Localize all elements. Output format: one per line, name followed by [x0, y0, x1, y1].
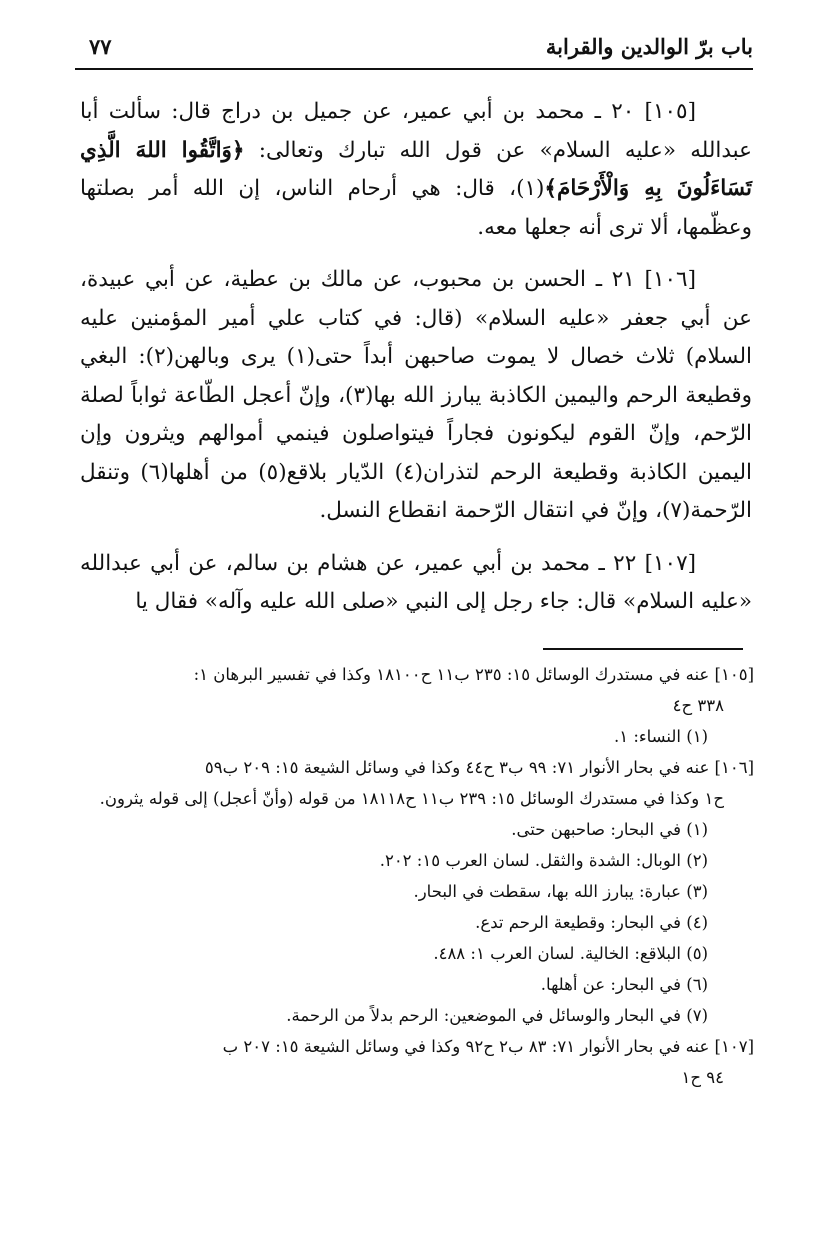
- footnote-block-107: [88, 1031, 754, 1093]
- footnote-note: (١) النساء: ١.: [613, 727, 708, 746]
- header-rule: [75, 68, 753, 70]
- footnote-separator: [543, 648, 743, 650]
- page-number: ٧٧: [89, 34, 112, 59]
- footnote-note: (٧) في البحار والوسائل في الموضعين: الرحم بدلاً من الرحمة.: [286, 1006, 708, 1025]
- hadith-105-text-2: (١)، قال: هي أرحام الناس، إن الله أمر بصلتها وعظّمها، ألا ترى أنه جعلها معه.: [80, 176, 752, 240]
- footnote-note: (٢) الوبال: الشدة والثقل. لسان العرب ١٥: ٢٠٢.: [379, 851, 708, 870]
- footnote-note: (٣) عبارة: يبارز الله بها، سقطت في البحار.: [413, 882, 708, 901]
- footnote-block-106: [88, 752, 754, 1031]
- chapter-title: باب برّ الوالدين والقرابة: [545, 34, 753, 59]
- footnote-note: (٦) في البحار: عن أهلها.: [540, 975, 708, 994]
- footnote-source: [١٠٧] عنه في بحار الأنوار ٧١: ٨٣ ب٢ ح٩٢ وكذا في وسائل الشيعة ١٥: ٢٠٧ ب: [222, 1037, 754, 1056]
- page-header: [75, 30, 753, 70]
- footnote-source: [١٠٦] عنه في بحار الأنوار ٧١: ٩٩ ب٣ ح٤٤ وكذا في وسائل الشيعة ١٥: ٢٠٩ ب٥٩: [204, 758, 754, 777]
- hadith-107: [١٠٧] ٢٢ ـ محمد بن أبي عمير، عن هشام بن سالم، عن أبي عبدالله «عليه السلام» قال: جاء رجل إلى النبي «صلى الله عليه وآله» فقال يا: [80, 550, 752, 614]
- hadith-106: [١٠٦] ٢١ ـ الحسن بن محبوب، عن مالك بن عطية، عن أبي عبيدة، عن أبي جعفر «عليه السلام» (قال: في كتاب علي أمير المؤمنين عليه السلام) ثلاث خصال لا يموت صاحبهن أبداً حتى(١) يرى وبالهن(٢): البغي وقطيعة الرحم واليمين الكاذبة يبارز الله بها(٣)، وإنّ أعجل الطّاعة ثواباً لصلة الرّحم، وإنّ القوم ليكونون فجاراً فيتواصلون فينمي أموالهم ويثرون وإن اليمين الكاذبة وقطيعة الرحم لتذران(٤) الدّيار بلاقع(٥) من أهلها(٦) وتنقل الرّحمة(٧)، وإنّ في انتقال الرّحمة انقطاع النسل.: [80, 267, 753, 523]
- footnotes: [88, 659, 754, 1093]
- footnote-source-continued: ٣٣٨ ح٤: [672, 696, 724, 715]
- quran-verse: ﴿وَاتَّقُوا اللهَ الَّذِي تَسَاءَلُونَ بِهِ وَالْأَرْحَامَ﴾: [80, 137, 752, 201]
- hadith-105: [80, 93, 752, 247]
- hadith-105-text-1: [١٠٥] ٢٠ ـ محمد بن أبي عمير، عن جميل بن دراج قال: سألت أبا عبدالله «عليه السلام» عن قول الله تبارك وتعالى:: [80, 99, 753, 163]
- footnote-note: (٥) البلاقع: الخالية. لسان العرب ١: ٤٨٨.: [433, 944, 708, 963]
- footnote-source: [١٠٥] عنه في مستدرك الوسائل ١٥: ٢٣٥ ب١١ ح١٨١٠٠ وكذا في تفسير البرهان ١:: [193, 665, 754, 684]
- footnote-note: (١) في البحار: صاحبهن حتى.: [511, 820, 708, 839]
- footnote-source-continued: ٩٤ ح١: [681, 1068, 724, 1087]
- footnote-note: (٤) في البحار: وقطيعة الرحم تدع.: [475, 913, 708, 932]
- footnote-source-continued: ح١ وكذا في مستدرك الوسائل ١٥: ٢٣٩ ب١١ ح١٨١١٨ من قوله (وأنّ أعجل) إلى قوله يثرون.: [99, 789, 724, 808]
- footnote-block-105: [88, 659, 754, 752]
- main-text: [80, 93, 752, 622]
